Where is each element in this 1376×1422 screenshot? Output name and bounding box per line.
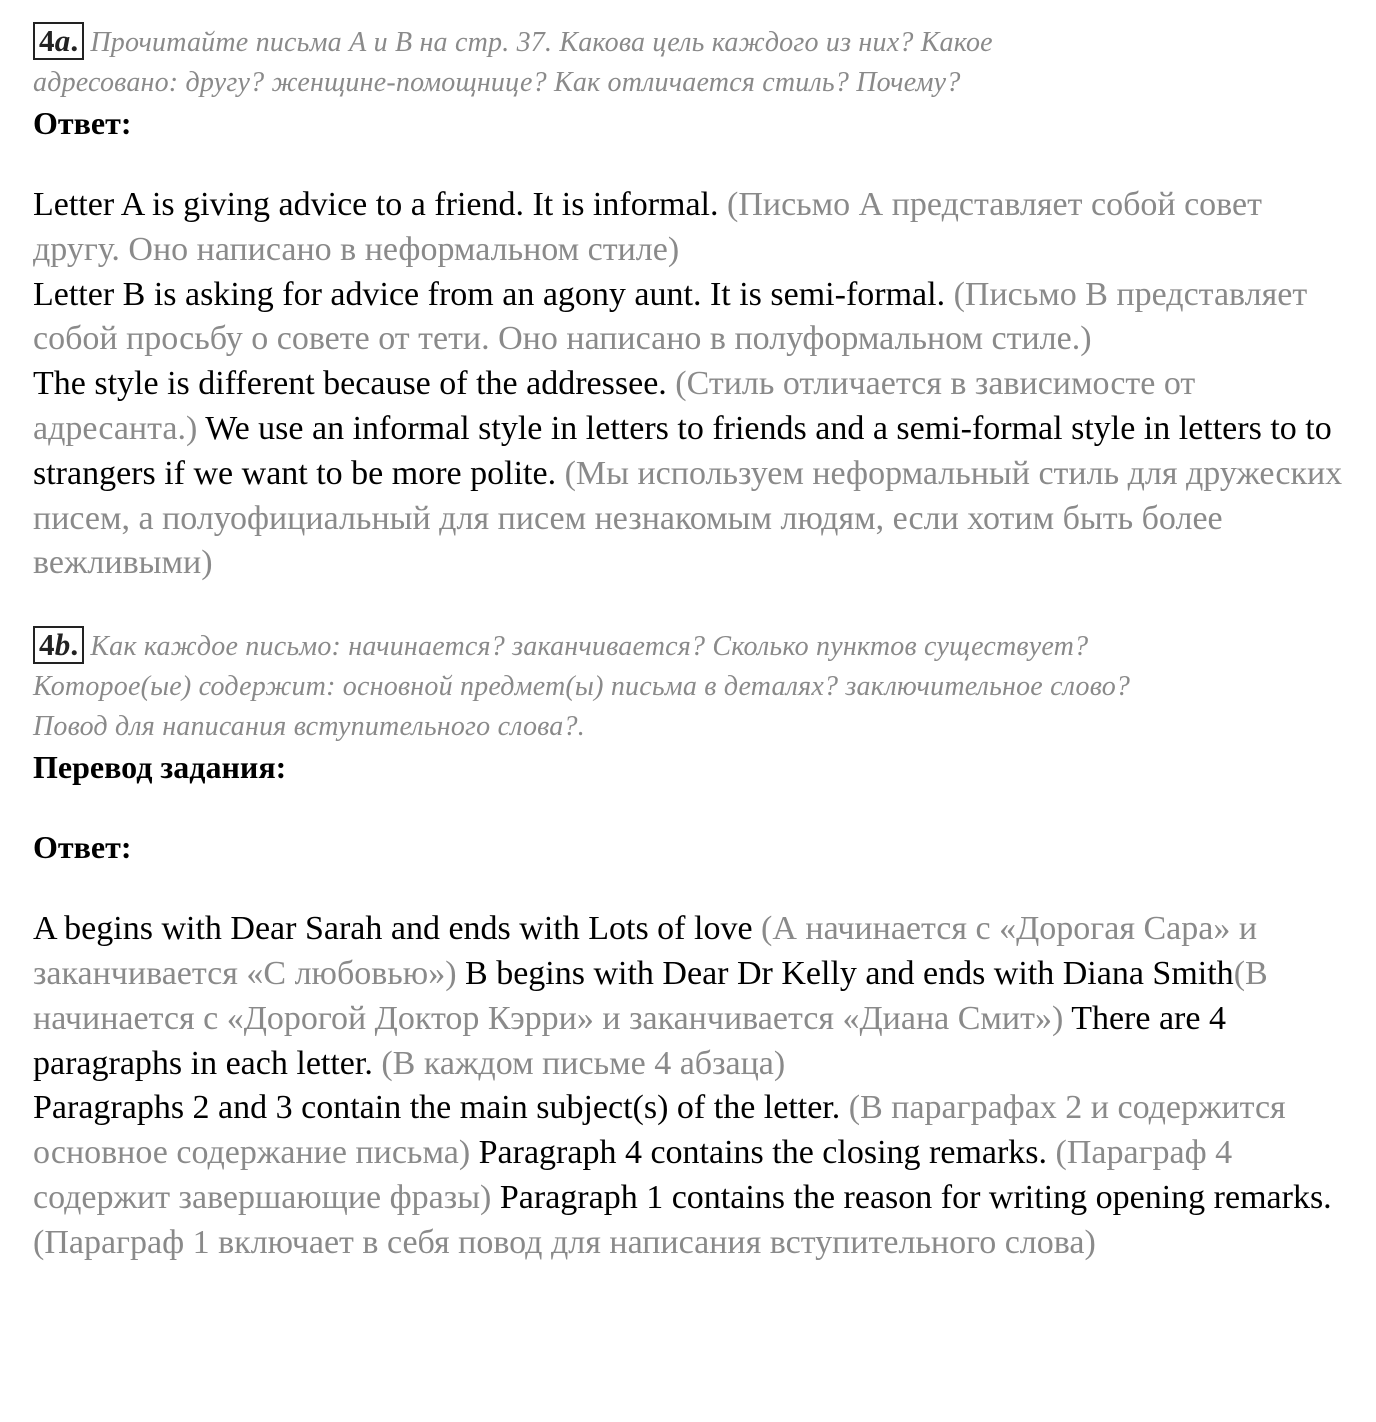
task-4b-badge: 4b. (33, 626, 84, 664)
task-4b-answer-paragraph-1: A begins with Dear Sarah and ends with Lots of love (А начинается с «Дорогая Сара» и заканчивается «С любовью») B begins with Dear Dr Kelly and ends with Diana Smith(В начинается с «Дорогой Доктор Кэрри» и заканчивается «Диана Смит») There are 4 paragraphs in each letter. (В каждом письме 4 абзаца) (33, 910, 1268, 1082)
task-4a-answer-paragraph-2: Letter B is asking for advice from an agony aunt. It is semi-formal. (Письмо В представляет собой просьбу о совете от тети. Оно написано в полуформальном стиле.) (33, 275, 1308, 358)
task-4a-answer-paragraph-3: The style is different because of the addressee. (Стиль отличается в зависимосте от адресанта.) We use an informal style in letters to friends and a semi-formal style in letters to to strangers if we want to be more polite. (Мы используем неформальный стиль для дружеских писем, а полуофициальный для писем незнакомым людям, если хотим быть более вежливыми) (33, 365, 1343, 582)
task-4a-badge: 4a. (33, 22, 84, 60)
task-4b-answer-heading: Ответ: (33, 829, 132, 866)
task-4b-answer-paragraph-2: Paragraphs 2 and 3 contain the main subject(s) of the letter. (В параграфах 2 и содержится основное содержание письма) Paragraph 4 contains the closing remarks. (Параграф 4 содержит завершающие фразы) Paragraph 1 contains the reason for writing opening remarks. (Параграф 1 включает в себя повод для написания вступительного слова) (33, 1089, 1332, 1261)
task-4b-instruction (33, 626, 1353, 667)
task-4a-instruction-line-2: адресовано: другу? женщине-помощнице? Как отличается стиль? Почему? (33, 67, 961, 98)
task-4b-instruction-line-3: Повод для написания вступительного слова?. (33, 711, 585, 743)
page (33, 22, 1353, 1266)
task-4a-answer-paragraph-1: Letter A is giving advice to a friend. It is informal. (Письмо А представляет собой совет другу. Оно написано в неформальном стиле) (33, 186, 1262, 268)
task-4b-instruction-line-1: Как каждое письмо: начинается? заканчивается? Сколько пунктов существует? (90, 631, 1089, 663)
task-4a-instruction-line-1: Прочитайте письма А и В на стр. 37. Какова цель каждого из них? Какое (90, 27, 993, 58)
task-4a-instruction (33, 22, 1353, 63)
task-4a-answer-heading: Ответ: (33, 105, 132, 141)
task-4b-instruction-line-2: Которое(ые) содержит: основной предмет(ы) письма в деталях? заключительное слово? (33, 671, 1131, 703)
task-4b-translation-heading: Перевод задания: (33, 749, 287, 786)
